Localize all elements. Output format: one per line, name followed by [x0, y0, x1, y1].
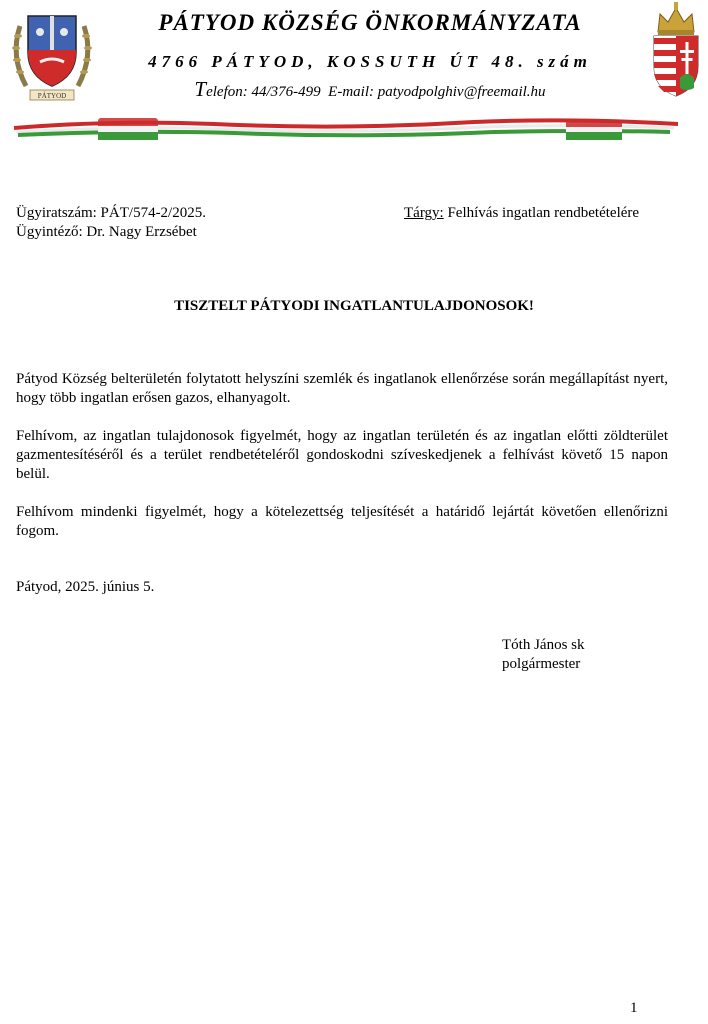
salutation-heading: TISZTELT PÁTYODI INGATLANTULAJDONOSOK!	[174, 298, 534, 314]
signatory-name: Tóth János sk	[502, 637, 585, 653]
phone-initial: T	[194, 77, 207, 101]
body-paragraph-3: Felhívom mindenki figyelmét, hogy a kötelezettség teljesítését a határidő lejártát követően ellenőrizni fogom.	[16, 504, 668, 539]
body-paragraph-1: Pátyod Község belterületén folytatott helyszíni szemlék és ingatlanok ellenőrzése során megállapítást nyert, hogy több ingatlan erősen gazos, elhanyagolt.	[16, 371, 668, 406]
hungarian-coat-of-arms-logo	[650, 2, 702, 98]
date-line: Pátyod, 2025. június 5.	[16, 579, 155, 595]
signatory-title: polgármester	[502, 656, 581, 672]
subject-line	[404, 204, 639, 223]
subject-label: Tárgy:	[404, 205, 444, 221]
contact-line	[100, 77, 640, 102]
body-paragraph-2: Felhívom, az ingatlan tulajdonosok figyelmét, hogy az ingatlan területén és az ingatlan előtti zöldterület gazmentesítéséről és a terület rendbetételéről gondoskodni szíveskedjenek a felhívást követő 15 napon belül.	[16, 428, 668, 482]
administrator: Ügyintéző: Dr. Nagy Erzsébet	[16, 224, 197, 240]
municipality-address: 4766 PÁTYOD, KOSSUTH ÚT 48. szám	[148, 52, 592, 71]
page-number: 1	[630, 1000, 638, 1016]
tricolour-ribbon-divider	[14, 116, 678, 146]
file-number: Ügyiratszám: PÁT/574-2/2025.	[16, 205, 206, 221]
crest-label: PÁTYOD	[37, 92, 67, 100]
subject-value: Felhívás ingatlan rendbetételére	[443, 205, 640, 221]
document-meta	[16, 204, 206, 242]
phone-text: elefon: 44/376-499	[206, 84, 321, 100]
municipality-title: PÁTYOD KÖZSÉG ÖNKORMÁNYZATA	[158, 10, 582, 35]
email-text: -mail: patyodpolghiv@freemail.hu	[337, 84, 546, 100]
village-coat-of-arms-logo	[6, 6, 98, 102]
email-initial: E	[328, 84, 338, 100]
signature-block	[502, 636, 585, 674]
